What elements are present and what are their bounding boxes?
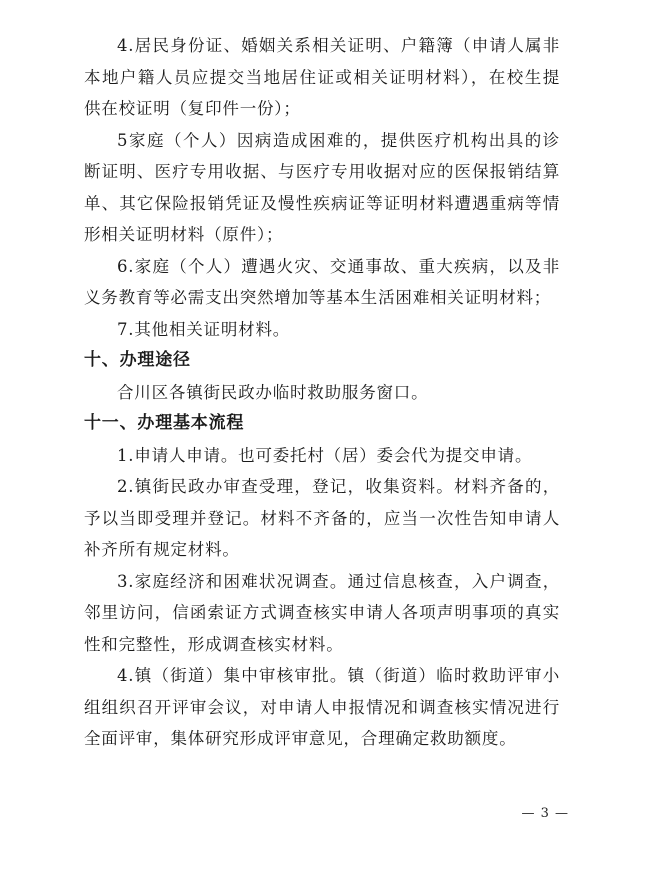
section-10-heading: 十、办理途径 xyxy=(84,350,191,370)
step-3-investigate: 3.家庭经济和困难状况调查。通过信息核查，入户调查，邻里访问，信函索证方式调查核实申请人各项声明事项的真实性和完整性，形成调查核实材料。 xyxy=(84,571,560,654)
document-body xyxy=(84,30,560,755)
item-6-accident-docs: 6.家庭（个人）遭遇火灾、交通事故、重大疾病，以及非义务教育等必需支出突然增加等基本生活困难相关证明材料； xyxy=(84,256,560,307)
step-4-review: 4.镇（街道）集中审核审批。镇（街道）临时救助评审小组组织召开评审会议，对申请人申报情况和调查核实情况进行全面评审，集体研究形成评审意见，合理确定救助额度。 xyxy=(84,666,560,748)
section-11-heading: 十一、办理基本流程 xyxy=(84,413,245,433)
page-number: — 3 — xyxy=(521,806,569,821)
item-7-other-docs: 7.其他相关证明材料。 xyxy=(117,319,291,339)
item-5-illness-docs: 5家庭（个人）因病造成困难的，提供医疗机构出具的诊断证明、医疗专用收据、与医疗专用收据对应的医保报销结算单、其它保险报销凭证及慢性疾病证等证明材料遭遇重病等情形相关证明材料（原件）； xyxy=(84,130,560,244)
step-1-apply: 1.申请人申请。也可委托村（居）委会代为提交申请。 xyxy=(117,445,533,465)
item-4-residence-docs: 4.居民身份证、婚姻关系相关证明、户籍簿（申请人属非本地户籍人员应提交当地居住证或相关证明材料），在校生提供在校证明（复印件一份）； xyxy=(84,36,560,118)
section-10-body: 合川区各镇街民政办临时救助服务窗口。 xyxy=(117,382,429,402)
step-2-accept: 2.镇街民政办审查受理，登记，收集资料。材料齐备的，予以当即受理并登记。材料不齐备的，应当一次性告知申请人补齐所有规定材料。 xyxy=(84,477,560,559)
